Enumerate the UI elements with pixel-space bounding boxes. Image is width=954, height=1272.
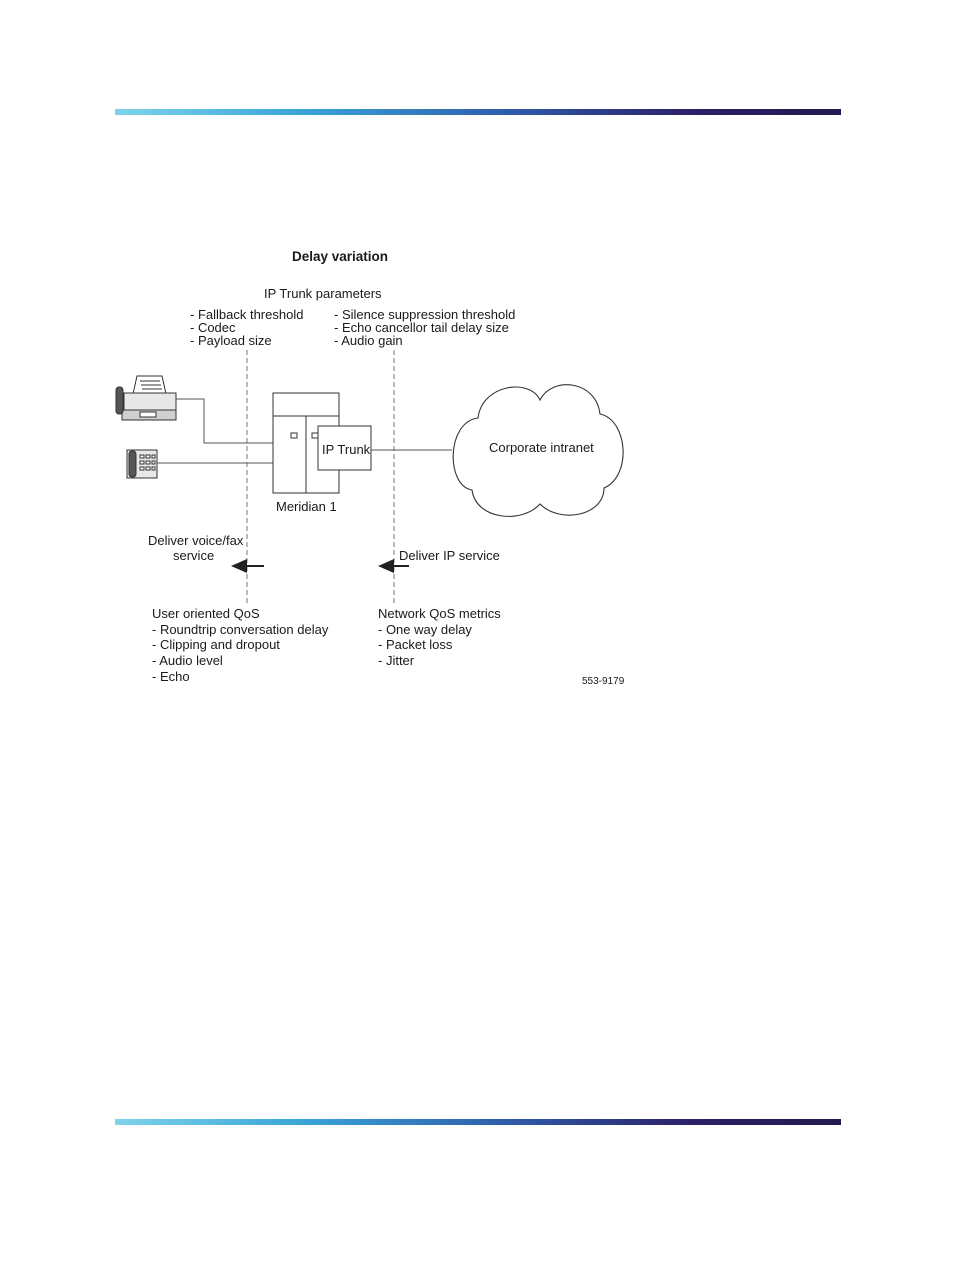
user-qos-item: - Echo <box>152 669 190 684</box>
user-qos-item: - Clipping and dropout <box>152 637 280 652</box>
deliver-voice-line2: service <box>173 548 215 563</box>
param-audio-gain: - Audio gain <box>334 333 403 348</box>
fax-machine-icon <box>116 376 176 420</box>
fax-connection-line <box>176 399 273 443</box>
user-qos-list <box>152 606 329 684</box>
network-qos-heading: Network QoS metrics <box>378 606 501 621</box>
param-codec: - Codec <box>190 320 236 335</box>
params-heading: IP Trunk parameters <box>264 286 382 301</box>
param-echo-tail: - Echo cancellor tail delay size <box>334 320 509 335</box>
diagram-title: Delay variation <box>292 249 389 264</box>
meridian-label: Meridian 1 <box>276 499 337 514</box>
deliver-voice-line1: Deliver voice/fax <box>148 533 244 548</box>
param-payload: - Payload size <box>190 333 272 348</box>
user-qos-item: - Roundtrip conversation delay <box>152 622 329 637</box>
user-qos-item: - Audio level <box>152 653 223 668</box>
footer-gradient-band <box>115 1119 841 1125</box>
deliver-ip-label: Deliver IP service <box>399 548 500 563</box>
figure-id: 553-9179 <box>582 676 625 687</box>
user-qos-heading: User oriented QoS <box>152 606 260 621</box>
param-silence: - Silence suppression threshold <box>334 307 516 322</box>
ip-trunk-box <box>318 426 371 470</box>
network-qos-list <box>378 606 501 668</box>
cloud-label: Corporate intranet <box>489 440 594 455</box>
network-qos-item: - Jitter <box>378 653 415 668</box>
params-left-list <box>190 307 303 348</box>
params-right-list <box>334 307 515 348</box>
telephone-icon <box>127 450 157 478</box>
network-qos-item: - One way delay <box>378 622 472 637</box>
network-qos-item: - Packet loss <box>378 637 453 652</box>
ip-trunk-label: IP Trunk <box>322 442 371 457</box>
param-fallback: - Fallback threshold <box>190 307 304 322</box>
